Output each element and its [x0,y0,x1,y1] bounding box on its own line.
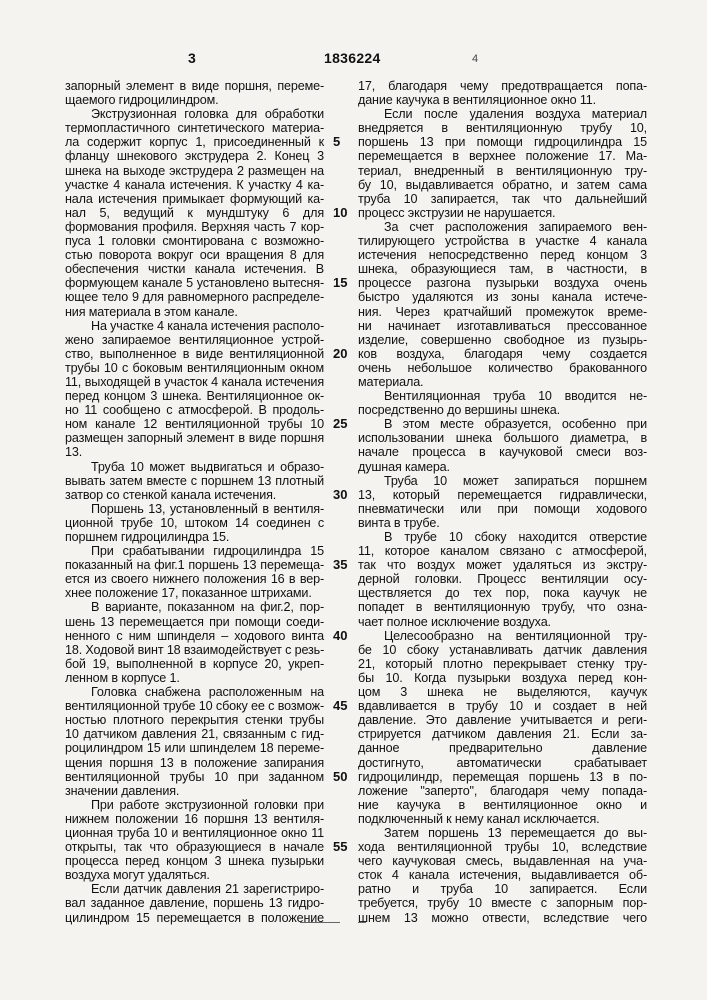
text-line: вал заданное давление, поршень 13 гидро- [65,896,324,910]
text-line: Экструзионная головка для обработки [65,107,324,121]
line-number: 35 [333,558,347,572]
text-line: значении давления. [65,784,324,798]
column-end-rule [358,922,366,923]
text-line: жено запираемое вентиляционное устрой- [65,333,324,347]
text-line: тилирующего устройства в участке 4 канала [358,234,647,248]
text-line: шень 13 перемещается при помощи соеди- [65,615,324,629]
text-line: ционной трубе 10, штоком 14 соединен с [65,516,324,530]
text-line: обеспечения чистки канала истечения. В [65,262,324,276]
text-line: шнем 13 можно отвести, вследствие чего [358,911,647,925]
text-line: 11, которое каналом связано с атмосферой, [358,544,647,558]
text-line: ненного с ним шпинделя – ходового винта [65,629,324,643]
text-line: поршнем гидроцилиндра 15. [65,530,324,544]
text-line: трубы 10 с боковым вентиляционным окном [65,361,324,375]
text-line: так что воздух может удаляться из экстру- [358,558,647,572]
text-line: нал 5, ведущий к мундштуку 6 для [65,206,324,220]
text-line: шнека, образующиеся там, в частности, в [358,262,647,276]
text-line: размещен запорный элемент в виде поршня [65,431,324,445]
text-line: начале процесса в каучуковой смеси воз- [358,445,647,459]
left-text-column [65,79,324,925]
text-line: ется из своего нижнего положения 16 в вер- [65,572,324,586]
text-line: пуса 1 головки смонтирована с возможно- [65,234,324,248]
text-line: попадет в вентиляционную трубу, что озна- [358,600,647,614]
text-line: бе 10 сбоку устанавливать датчик давления [358,643,647,657]
text-line: очень небольшое количество бракованного [358,361,647,375]
text-line: 10 датчиком давления 21, связанным с гид- [65,727,324,741]
text-line: давление. Это давление учитывается и реги- [358,713,647,727]
text-line: стью поворота вокруг оси вращения 8 для [65,248,324,262]
text-line: процесса перед концом 3 шнека пузырьки [65,854,324,868]
text-line: подключенный к нему канал исключается. [358,812,647,826]
text-line: Труба 10 может выдвигаться и образо- [65,460,324,474]
text-line: 13, который перемещается гидравлически, [358,488,647,502]
text-line: щения поршня 13 в положение запирания [65,756,324,770]
text-line: щаемого гидроцилиндром. [65,93,324,107]
text-line: требуется, трубу 10 вместе с запорным пор- [358,896,647,910]
text-line: открыты, так что образующиеся в начале [65,840,324,854]
text-line: чего каучуковая смесь, выдавленная на уча- [358,854,647,868]
text-line: ществляется до тех пор, пока каучук не [358,586,647,600]
text-line: дерной головки. Процесс вентиляции осу- [358,572,647,586]
text-line: ном канале 12 вентиляционной трубы 10 [65,417,324,431]
text-line: изделие, совершенно свободное из пузырь- [358,333,647,347]
text-line: ленном в корпусе 1. [65,671,324,685]
text-line: хода вентиляционной трубы 10, вследствие [358,840,647,854]
text-line: Труба 10 может запираться поршнем [358,474,647,488]
text-line: стрируется датчиком давления 21. Если за- [358,727,647,741]
text-line: данное предварительно давление [358,741,647,755]
text-line: Затем поршень 13 перемещается до вы- [358,826,647,840]
text-line: хнее положение 17, показанное штрихами. [65,586,324,600]
text-line: посредственно до вершины шнека. [358,403,647,417]
text-line: ние каучука в вентиляционное окно и [358,798,647,812]
text-line: затвор со стенкой канала истечения. [65,488,324,502]
line-number: 45 [333,699,347,713]
line-number: 5 [333,135,340,149]
text-line: материала. [358,375,647,389]
text-line: ство, выполненное в виде вентиляционной [65,347,324,361]
text-line: Головка снабжена расположенным на [65,685,324,699]
text-line: истечения непосредственно перед концом 3 [358,248,647,262]
patent-number: 1836224 [324,50,381,66]
text-line: бу 10, выдавливается обратно, и затем сама [358,178,647,192]
text-line: запорный элемент в виде поршня, переме- [65,79,324,93]
text-line: процессе разгона пузырьки воздуха очень [358,276,647,290]
text-line: Целесообразно на вентиляционной тру- [358,629,647,643]
column-end-rule [300,922,340,923]
text-line: поршень 13 при помощи гидроцилиндра 15 [358,135,647,149]
line-number: 25 [333,417,347,431]
text-line: перемещается в верхнее положение 17. Ма- [358,149,647,163]
text-line: цилиндром 15 перемещается в положение [65,911,324,925]
text-line: териал, внедренный в вентиляционную тру- [358,164,647,178]
right-text-column [358,79,647,925]
text-line: Вентиляционная труба 10 вводится не- [358,389,647,403]
text-line: вдавливается в трубу 10 и создает в ней [358,699,647,713]
text-line: ков воздуха, благодаря чему создается [358,347,647,361]
text-line: В трубе 10 сбоку находится отверстие [358,530,647,544]
text-line: формования профиля. Верхняя часть 7 кор- [65,220,324,234]
text-line: вентиляционной трубе 10 сбоку ее с возмож- [65,699,324,713]
text-line: ния материала в этом канале. [65,305,324,319]
text-line: воздуха могут удаляться. [65,868,324,882]
page-number-right: 4 [472,53,478,65]
line-number: 50 [333,770,347,784]
text-line: нижнем положении 16 поршня 13 вентиля- [65,812,324,826]
text-line: дание каучука в вентиляционное окно 11. [358,93,647,107]
text-line: фланцу шнекового экструдера 2. Конец 3 [65,149,324,163]
text-line: бы 10. Когда пузырьки воздуха перед кон- [358,671,647,685]
text-line: При срабатывании гидроцилиндра 15 [65,544,324,558]
text-line: формующем канале 5 установлено вытесня- [65,276,324,290]
text-line: 21, который плотно перекрывает стенку тру- [358,657,647,671]
text-line: достигнуто, автоматически срабатывает [358,756,647,770]
text-line: При работе экструзионной головки при [65,798,324,812]
text-line: участке 4 канала истечения. К участку 4 ка- [65,178,324,192]
text-line: В этом месте образуется, особенно при [358,417,647,431]
text-line: труба 10 запирается, так что дальнейший [358,192,647,206]
text-line: вывать затем вместе с поршнем 13 плотный [65,474,324,488]
text-line: душная камера. [358,460,647,474]
line-number: 40 [333,629,347,643]
text-line: 11, выходящей в участок 4 канала истечения [65,375,324,389]
text-line: ностью плотного перекрытия стенки трубы [65,713,324,727]
text-line: 18. Ходовой винт 18 взаимодействует с резь- [65,643,324,657]
text-line: перед концом 3 шнека. Вентиляционное ок- [65,389,324,403]
text-line: использовании шнека большого диаметра, в [358,431,647,445]
text-line: показанный на фиг.1 поршень 13 перемеща- [65,558,324,572]
text-line: На участке 4 канала истечения располо- [65,319,324,333]
text-line: нала истечения примыкает формующий ка- [65,192,324,206]
line-number: 15 [333,276,347,290]
line-number: 10 [333,206,347,220]
text-line: Если датчик давления 21 зарегистриро- [65,882,324,896]
text-line: В варианте, показанном на фиг.2, пор- [65,600,324,614]
text-line: роцилиндром 15 или шпинделем 18 переме- [65,741,324,755]
text-line: бой 19, выполненной в корпусе 20, укреп- [65,657,324,671]
text-line: пневматически или при помощи ходового [358,502,647,516]
text-line: шнека на выходе экструдера 2 размещен на [65,164,324,178]
text-line: быстро удаляются из зоны канала истече- [358,290,647,304]
text-line: ла содержит корпус 1, присоединенный к [65,135,324,149]
text-line: цом 3 шнека не выделяются, каучук [358,685,647,699]
text-line: 13. [65,445,324,459]
text-line: сток 4 канала истечения, выдавливается об- [358,868,647,882]
text-line: гидроцилиндр, перемещая поршень 13 в по- [358,770,647,784]
text-line: термопластичного синтетического материа- [65,121,324,135]
text-line: Поршень 13, установленный в вентиля- [65,502,324,516]
text-line: чает полное исключение воздуха. [358,615,647,629]
text-line: ния. Через кратчайший промежуток време- [358,305,647,319]
text-line: процесс экструзии не нарушается. [358,206,647,220]
text-line: вентиляционной трубы 10 при заданном [65,770,324,784]
line-number: 30 [333,488,347,502]
text-line: ционная труба 10 и вентиляционное окно 11 [65,826,324,840]
text-line: ющее тело 9 для равномерного распределе- [65,290,324,304]
line-number: 55 [333,840,347,854]
page-number-left: 3 [188,50,196,66]
line-number: 20 [333,347,347,361]
text-line: ни начинает изготавливаться прессованное [358,319,647,333]
text-line: внедряется в вентиляционную трубу 10, [358,121,647,135]
text-line: 17, благодаря чему предотвращается попа- [358,79,647,93]
text-line: ратно и труба 10 запирается. Если [358,882,647,896]
text-line: Если после удаления воздуха материал [358,107,647,121]
text-line: ложение "заперто", благодаря чему попада- [358,784,647,798]
text-line: но 11 сообщено с атмосферой. В продоль- [65,403,324,417]
text-line: винта в трубе. [358,516,647,530]
text-line: За счет расположения запираемого вен- [358,220,647,234]
